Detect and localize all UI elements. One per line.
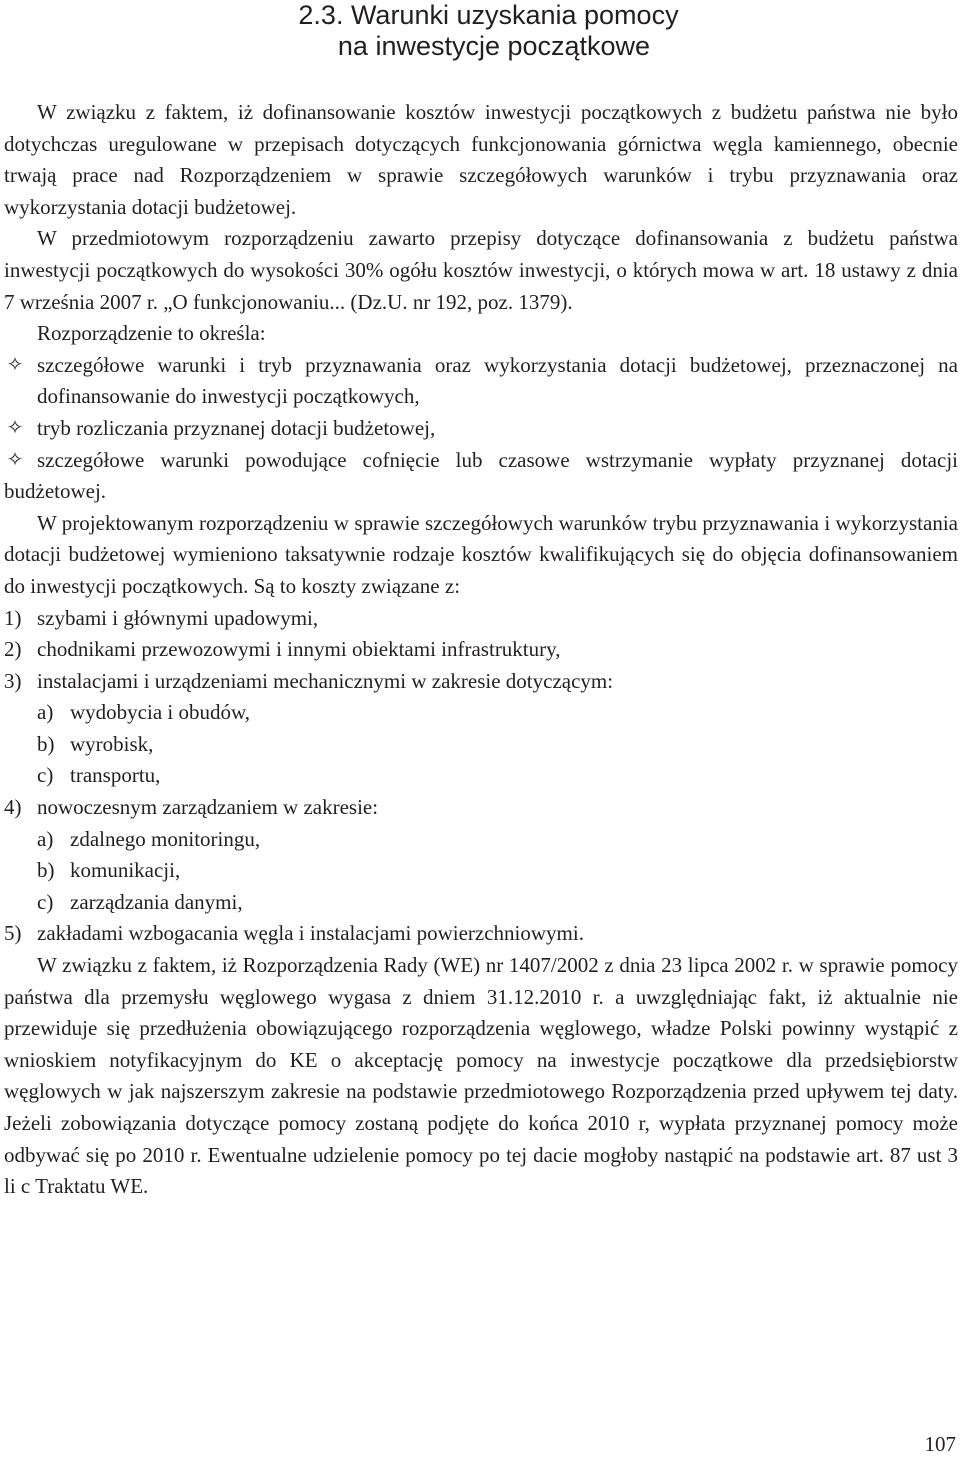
sub-list-item-text: zdalnego monitoringu, — [70, 826, 261, 851]
paragraph-intro: W związku z faktem, iż dofinansowanie kosztów inwestycji początkowych z budżetu państwa nie było dotychczas uregulowane w przepisach dotyczących funkcjonowania górnictwa węgla kamiennego, obecnie trwają prace nad Rozporządzeniem w sprawie szczegółowych warunków i trybu przyznawania oraz wykorzystania dotacji budżetowej. — [4, 100, 958, 219]
sub-list-item — [4, 697, 958, 729]
sub-list-item — [4, 729, 958, 761]
numbered-list — [4, 603, 958, 951]
bullet-item — [4, 413, 958, 445]
bullet-item — [4, 445, 958, 508]
list-item — [4, 792, 958, 824]
list-item-text: nowoczesnym zarządzaniem w zakresie: — [37, 795, 379, 820]
paragraph-cost-types: W projektowanym rozporządzeniu w sprawie szczegółowych warunków trybu przyznawania i wykorzystania dotacji budżetowej wymieniono taksatywnie rodzaje kosztów kwalifikujących się do objęcia dofinansowaniem do inwestycji początkowych. Są to koszty związane z: — [4, 510, 958, 598]
sub-list-item-letter: b) — [37, 858, 55, 883]
list-item-number: 5) — [4, 921, 22, 946]
paragraph-defines: Rozporządzenie to określa: — [37, 321, 266, 346]
section-heading — [0, 0, 960, 62]
section-heading-line-1: 2.3. Warunki uzyskania pomocy — [298, 0, 679, 30]
sub-list-item — [4, 855, 958, 887]
sub-list-item — [4, 760, 958, 792]
sub-list-item-letter: c) — [37, 763, 54, 788]
list-item-number: 2) — [4, 637, 22, 662]
sub-list-item — [4, 824, 958, 856]
sub-list-item-text: wydobycia i obudów, — [70, 700, 251, 725]
four-point-star-outline-icon: ✧ — [6, 353, 24, 376]
sub-list-item-letter: a) — [37, 826, 54, 851]
list-item — [4, 918, 958, 950]
sub-list-item-text: zarządzania danymi, — [70, 889, 243, 914]
bullet-item-text: szczegółowe warunki powodujące cofnięcie lub czasowe wstrzymanie wypłaty przyznanej dotacji budżetowej. — [4, 447, 958, 504]
sub-list-item-text: komunikacji, — [70, 858, 181, 883]
sub-list-item — [4, 887, 958, 919]
sub-list-item-letter: a) — [37, 700, 54, 725]
bullet-item — [4, 350, 958, 413]
list-item-number: 3) — [4, 668, 22, 693]
bullet-item-text: szczegółowe warunki i tryb przyznawania oraz wykorzystania dotacji budżetowej, przeznaczonej na dofinansowanie do inwestycji początkowych, — [37, 352, 958, 409]
list-item-text: szybami i głównymi upadowymi, — [37, 605, 319, 630]
list-item-text: chodnikami przewozowymi i innymi obiektami infrastruktury, — [37, 637, 561, 662]
list-item — [4, 634, 958, 666]
body-text — [4, 97, 958, 1203]
page-number: 107 — [924, 1432, 956, 1456]
sub-list-item-text: transportu, — [70, 763, 161, 788]
list-item-text: instalacjami i urządzeniami mechanicznymi w zakresie dotyczącym: — [37, 668, 614, 693]
section-heading-line-2: na inwestycje początkowe — [337, 31, 651, 61]
sub-list-item-letter: b) — [37, 731, 55, 756]
bullet-item-text: tryb rozliczania przyznanej dotacji budżetowej, — [37, 415, 436, 440]
sub-list-item-letter: c) — [37, 889, 54, 914]
four-point-star-outline-icon: ✧ — [6, 416, 24, 439]
list-item — [4, 666, 958, 698]
four-point-star-outline-icon: ✧ — [6, 448, 24, 471]
list-item — [4, 603, 958, 635]
list-item-number: 1) — [4, 605, 22, 630]
paragraph-notification: W związku z faktem, iż Rozporządzenia Rady (WE) nr 1407/2002 z dnia 23 lipca 2002 r. w sprawie pomocy państwa dla przemysłu węglowego wygasa z dniem 31.12.2010 r. a uwzględniając fakt, iż aktualnie nie przewiduje się przedłużenia obowiązującego rozporządzenia węglowego, władze Polski powinny wystąpić z wnioskiem notyfikacyjnym do KE o akceptację pomocy na inwestycje początkowe dla przedsiębiorstw węglowych w jak najszerszym zakresie na podstawie przedmiotowego Rozporządzenia przed upływem tej daty. Jeżeli zobowiązania dotyczące pomocy zostaną podjęte do końca 2010 r, wypłata przyznanej pomocy może odbywać się po 2010 r. Ewentualne udzielenie pomocy po tej dacie mogłoby nastąpić na podstawie art. 87 ust 3 li c Traktatu WE. — [4, 953, 958, 1199]
bullet-list — [4, 350, 958, 508]
list-item-text: zakładami wzbogacania węgla i instalacjami powierzchniowymi. — [37, 921, 584, 946]
sub-list-item-text: wyrobisk, — [70, 731, 154, 756]
paragraph-regulation: W przedmiotowym rozporządzeniu zawarto przepisy dotyczące dofinansowania z budżetu państwa inwestycji początkowych do wysokości 30% ogółu kosztów inwestycji, o których mowa w art. 18 ustawy z dnia 7 września 2007 r. „O funkcjonowaniu... (Dz.U. nr 192, poz. 1379). — [4, 226, 958, 314]
list-item-number: 4) — [4, 795, 22, 820]
